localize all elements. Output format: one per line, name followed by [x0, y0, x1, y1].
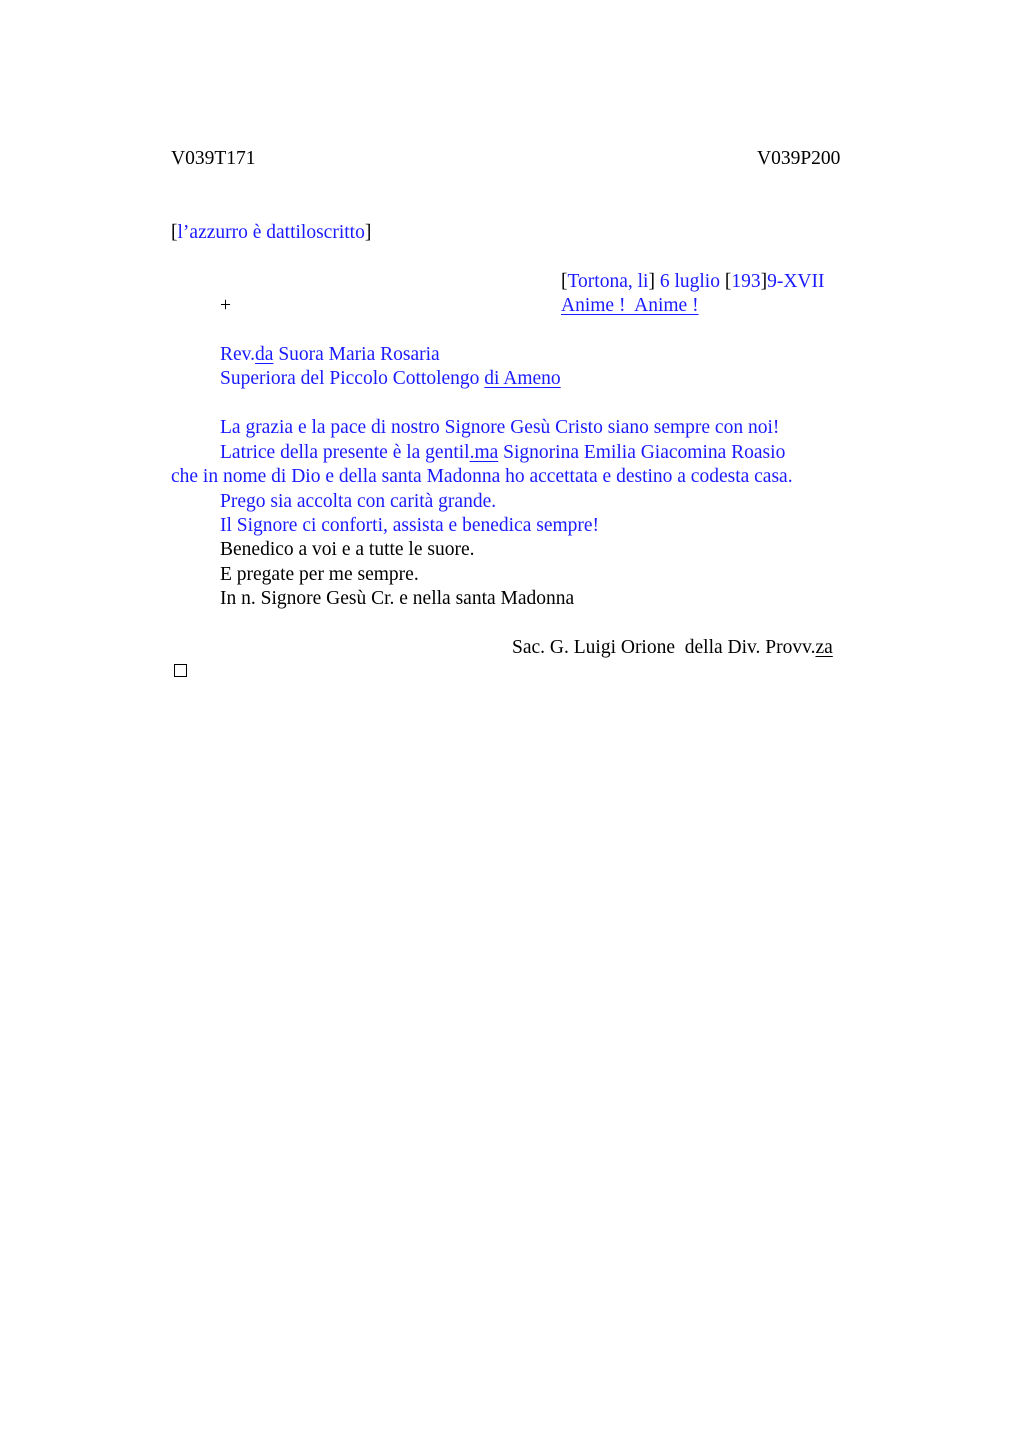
note-text: l’azzurro è dattiloscritto — [177, 222, 365, 243]
closing-line: In n. Signore Gesù Cr. e nella santa Madonna — [220, 588, 575, 609]
body-text: Latrice della presente è la gentil — [220, 442, 470, 463]
addressee-role: Superiora del Piccolo Cottolengo — [220, 368, 485, 389]
note-bracket-close: ] — [364, 222, 372, 243]
dateline-date: 6 luglio — [654, 271, 725, 292]
dateline-bracket: [ — [724, 271, 732, 292]
body-paragraph-6: E pregate per me sempre. — [220, 564, 419, 585]
dateline — [561, 272, 825, 292]
end-square-icon — [174, 664, 187, 677]
body-text: Signorina Emilia Giacomina Roasio — [498, 442, 786, 463]
signature-text: Sac. G. Luigi Orione della Div. Provv. — [512, 637, 816, 658]
header-right-code: V039P200 — [757, 148, 841, 169]
addressee-name: Suora Maria Rosaria — [273, 344, 440, 365]
dateline-bracket: ] — [760, 271, 768, 292]
greeting: La grazia e la pace di nostro Signore Gesù Cristo siano sempre con noi! — [220, 417, 780, 438]
addressee-place: di Ameno — [484, 368, 561, 389]
editorial-note — [171, 223, 371, 243]
dateline-bracket: ] — [648, 271, 655, 292]
header-left-code: V039T171 — [171, 148, 256, 169]
cross-symbol: + — [220, 295, 231, 316]
addressee-title: Rev. — [220, 344, 256, 365]
note-bracket-open: [ — [171, 222, 178, 243]
signature — [512, 638, 833, 658]
addressee-title-abbrev: da — [255, 344, 274, 365]
body-paragraph-5: Benedico a voi e a tutte le suore. — [220, 539, 475, 560]
addressee-line-1 — [220, 345, 440, 365]
motto: Anime ! Anime ! — [561, 295, 699, 316]
dateline-year-suffix: 9-XVII — [767, 271, 825, 292]
dateline-year: 193 — [731, 271, 761, 292]
signature-abbrev: za — [815, 637, 833, 658]
body-paragraph-2-continued: che in nome di Dio e della santa Madonna ho accettata e destino a codesta casa. — [171, 466, 793, 487]
body-abbrev: .ma — [469, 442, 499, 463]
addressee-line-2 — [220, 369, 561, 389]
dateline-place: Tortona, li — [567, 271, 649, 292]
body-paragraph-2 — [220, 443, 785, 463]
dateline-bracket: [ — [561, 271, 568, 292]
body-paragraph-3: Prego sia accolta con carità grande. — [220, 491, 497, 512]
body-paragraph-4: Il Signore ci conforti, assista e benedica sempre! — [220, 515, 600, 536]
